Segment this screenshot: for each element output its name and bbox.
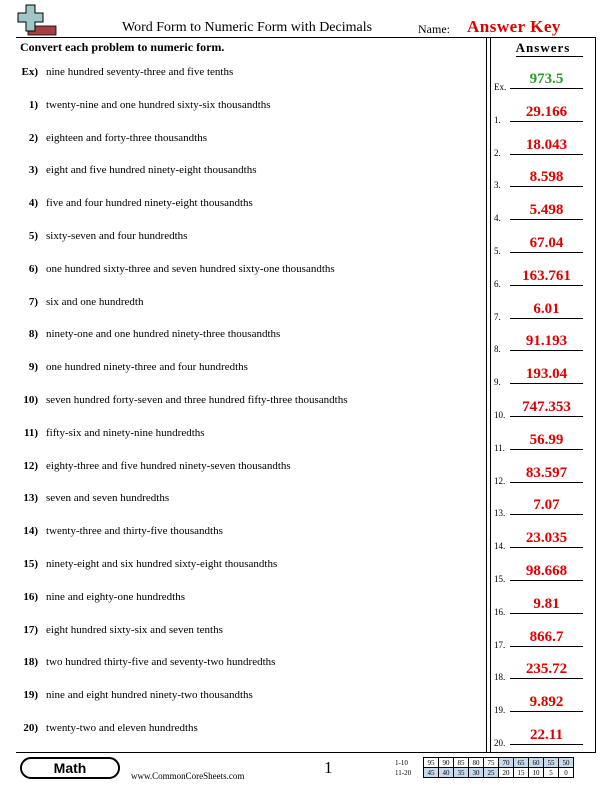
problem-number: 10) xyxy=(23,394,38,406)
answer-line xyxy=(510,383,583,384)
answer-value: 23.035 xyxy=(525,530,568,547)
answer-number: 18. xyxy=(494,672,506,683)
problem-number: 16) xyxy=(23,590,38,603)
problem-number: 9) xyxy=(28,361,38,374)
answer-value: 98.668 xyxy=(525,563,568,579)
problem-number: 14) xyxy=(23,525,38,538)
answer-value: 91.193 xyxy=(525,333,568,350)
score-cell: 75 xyxy=(484,758,499,768)
problem-number: 20) xyxy=(23,722,38,734)
problem-number: 2) xyxy=(28,131,38,144)
footer-rule xyxy=(16,752,596,753)
problem-text: twenty-nine and one hundred sixty-six thousandths xyxy=(46,98,271,111)
problem-text: fifty-six and ninety-nine hundredths xyxy=(46,426,205,439)
answer-number: 13. xyxy=(494,508,506,519)
problem-text: twenty-three and thirty-five thousandths xyxy=(46,525,223,538)
answer-number: 2. xyxy=(494,147,501,158)
answer-value: 6.01 xyxy=(533,300,560,317)
header-rule xyxy=(16,37,596,38)
score-cell: 70 xyxy=(499,758,514,768)
problem-number: 3) xyxy=(28,164,38,177)
answer-line xyxy=(510,482,583,483)
answer-number: 20. xyxy=(494,738,506,748)
answer-number: 4. xyxy=(494,213,501,224)
score-cell: 80 xyxy=(469,758,484,768)
answer-number: 16. xyxy=(494,606,506,617)
answer-item xyxy=(494,628,594,650)
answer-line xyxy=(510,285,583,286)
problem-number: 17) xyxy=(23,623,38,636)
answer-value: 193.04 xyxy=(525,366,568,383)
answer-value: 56.99 xyxy=(529,431,564,448)
score-row-label: 11-20 xyxy=(395,768,412,777)
answer-line xyxy=(510,121,583,122)
score-cell: 30 xyxy=(469,768,484,778)
subject-badge: Math xyxy=(20,757,120,779)
answer-number: 8. xyxy=(494,344,501,355)
answer-item xyxy=(494,562,594,584)
answer-value: 5.498 xyxy=(529,202,564,219)
score-cell: 95 xyxy=(424,758,439,768)
problem-text: ninety-one and one hundred ninety-three thousandths xyxy=(46,328,281,341)
site-url: www.CommonCoreSheets.com xyxy=(131,771,245,781)
plus-logo-icon xyxy=(16,4,58,38)
right-border xyxy=(595,37,596,752)
answer-item xyxy=(494,267,594,289)
answer-number: 12. xyxy=(494,475,506,486)
answer-number: 14. xyxy=(494,541,506,552)
answer-number: 3. xyxy=(494,180,501,191)
answer-item xyxy=(494,693,594,715)
problem-number: Ex) xyxy=(21,66,38,78)
column-divider xyxy=(486,37,491,752)
answer-item xyxy=(494,431,594,453)
score-cell: 15 xyxy=(514,768,529,778)
problem-text: two hundred thirty-five and seventy-two hundredths xyxy=(46,656,276,669)
problem-text: twenty-two and eleven hundredths xyxy=(46,722,198,734)
problem-text: eight and five hundred ninety-eight thousandths xyxy=(46,164,257,177)
problem-number: 6) xyxy=(28,262,38,275)
answer-value: 235.72 xyxy=(525,661,568,678)
answer-line xyxy=(510,711,583,712)
problem-number: 4) xyxy=(28,197,38,210)
answer-item xyxy=(494,201,594,223)
answer-line xyxy=(510,613,583,614)
answer-number: 17. xyxy=(494,639,506,650)
answer-line xyxy=(510,646,583,647)
score-row xyxy=(395,768,574,778)
score-cell: 35 xyxy=(454,768,469,778)
name-label: Name: xyxy=(418,22,450,36)
answer-item xyxy=(494,529,594,551)
answer-value: 22.11 xyxy=(530,727,563,743)
example-answer xyxy=(494,70,594,92)
answer-line xyxy=(510,547,583,548)
answer-number: Ex. xyxy=(494,82,507,92)
problem-text: nine and eighty-one hundredths xyxy=(46,590,185,603)
answer-item xyxy=(494,300,594,322)
problem-text: six and one hundredth xyxy=(46,295,144,308)
answer-value: 67.04 xyxy=(529,235,564,251)
answer-item xyxy=(494,496,594,518)
answer-number: 1. xyxy=(494,114,501,125)
answer-line xyxy=(510,416,583,417)
problem-text: eighteen and forty-three thousandths xyxy=(46,131,207,144)
answer-value: 163.761 xyxy=(522,267,571,284)
problem-text: seven and seven hundredths xyxy=(46,492,170,505)
answer-item xyxy=(494,168,594,190)
answer-item xyxy=(494,103,594,125)
answer-value: 8.598 xyxy=(529,169,564,186)
answer-number: 7. xyxy=(494,311,501,322)
score-row-label: 1-10 xyxy=(395,758,408,767)
answer-line xyxy=(510,744,583,745)
answer-item xyxy=(494,660,594,682)
answer-line xyxy=(510,514,583,515)
answer-item xyxy=(494,726,594,748)
answer-value: 747.353 xyxy=(522,399,571,415)
problem-text: nine hundred seventy-three and five tenths xyxy=(46,66,234,78)
problem-number: 7) xyxy=(28,295,38,308)
answer-number: 11. xyxy=(494,442,505,453)
problem-number: 12) xyxy=(23,459,38,472)
problem-text: ninety-eight and six hundred sixty-eight thousandths xyxy=(46,558,278,570)
answer-value: 866.7 xyxy=(529,628,564,645)
answer-line xyxy=(510,219,583,220)
answer-item xyxy=(494,365,594,387)
answer-key-label: Answer Key xyxy=(467,17,561,36)
score-table xyxy=(395,757,574,778)
score-cell: 40 xyxy=(439,768,454,778)
answer-value: 29.166 xyxy=(525,103,568,120)
answer-line xyxy=(510,186,583,187)
problem-number: 8) xyxy=(28,328,38,341)
worksheet-title: Word Form to Numeric Form with Decimals xyxy=(122,20,373,35)
problem-number: 19) xyxy=(23,689,38,702)
score-cell: 90 xyxy=(439,758,454,768)
score-cell: 65 xyxy=(514,758,529,768)
answer-item xyxy=(494,595,594,617)
problem-number: 5) xyxy=(28,230,38,242)
answer-line xyxy=(510,88,583,89)
answer-number: 10. xyxy=(494,410,506,420)
score-cell: 60 xyxy=(529,758,544,768)
answer-line xyxy=(510,318,583,319)
answer-number: 6. xyxy=(494,278,501,289)
answer-value: 83.597 xyxy=(525,464,568,481)
problem-text: eighty-three and five hundred ninety-seven thousandths xyxy=(46,459,291,472)
score-cell: 45 xyxy=(424,768,439,778)
answer-value: 973.5 xyxy=(529,71,564,87)
answer-number: 15. xyxy=(494,574,506,584)
problem-text: five and four hundred ninety-eight thousandths xyxy=(46,197,253,210)
score-cell: 5 xyxy=(544,768,559,778)
score-cell: 50 xyxy=(559,758,574,768)
answer-line xyxy=(510,678,583,679)
problem-text: nine and eight hundred ninety-two thousandths xyxy=(46,689,253,702)
answer-value: 9.892 xyxy=(529,694,564,711)
problem-text: one hundred ninety-three and four hundredths xyxy=(46,361,248,374)
answer-value: 7.07 xyxy=(533,497,560,514)
answer-number: 19. xyxy=(494,705,506,716)
answer-value: 18.043 xyxy=(525,136,568,153)
score-cell: 85 xyxy=(454,758,469,768)
answer-line xyxy=(510,580,583,581)
score-row xyxy=(395,758,574,768)
instructions: Convert each problem to numeric form. xyxy=(20,40,225,54)
answer-line xyxy=(510,350,583,351)
answer-line xyxy=(510,154,583,155)
answer-line xyxy=(510,252,583,253)
problem-text: seven hundred forty-seven and three hundred fifty-three thousandths xyxy=(46,394,348,406)
problem-number: 18) xyxy=(23,656,38,669)
answer-item xyxy=(494,136,594,158)
answer-number: 9. xyxy=(494,377,501,388)
answers-heading: Answers xyxy=(515,40,571,55)
answer-value: 9.81 xyxy=(533,595,560,612)
page-number: 1 xyxy=(324,758,333,777)
answer-number: 5. xyxy=(494,246,501,256)
score-cell: 20 xyxy=(499,768,514,778)
answer-line xyxy=(510,449,583,450)
answer-item xyxy=(494,398,594,420)
score-cell: 25 xyxy=(484,768,499,778)
answer-item xyxy=(494,332,594,354)
problem-text: one hundred sixty-three and seven hundred sixty-one thousandths xyxy=(46,262,335,275)
score-cell: 0 xyxy=(559,768,574,778)
answer-item xyxy=(494,464,594,486)
score-cell: 55 xyxy=(544,758,559,768)
problem-number: 1) xyxy=(28,98,38,111)
problem-number: 15) xyxy=(23,558,38,570)
answers-heading-underline xyxy=(516,56,583,57)
problem-text: sixty-seven and four hundredths xyxy=(46,230,188,242)
answer-item xyxy=(494,234,594,256)
problem-number: 13) xyxy=(23,492,38,505)
problem-number: 11) xyxy=(23,426,38,439)
problem-text: eight hundred sixty-six and seven tenths xyxy=(46,623,223,636)
score-cell: 10 xyxy=(529,768,544,778)
